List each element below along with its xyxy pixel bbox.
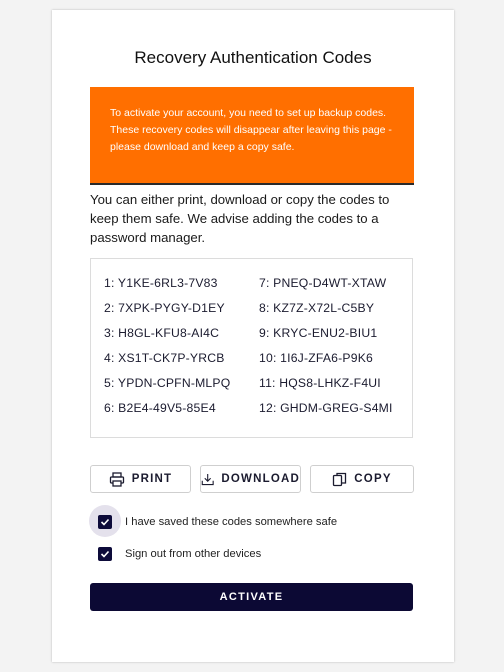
code-item: 11: HQS8-LHKZ-F4UI	[259, 376, 381, 390]
saved-codes-checkbox[interactable]	[98, 515, 112, 529]
signout-label: Sign out from other devices	[125, 548, 262, 560]
code-item: 5: YPDN-CPFN-MLPQ	[104, 376, 231, 390]
code-item: 12: GHDM-GREG-S4MI	[259, 401, 393, 415]
checkmark-icon	[100, 517, 110, 527]
saved-codes-label: I have saved these codes somewhere safe	[125, 516, 338, 528]
info-text: You can either print, download or copy the codes to keep them safe. We advise adding the codes to a password manager.	[90, 192, 390, 245]
copy-label: COPY	[354, 473, 392, 485]
signout-checkbox-row[interactable]	[98, 544, 261, 564]
signout-checkbox[interactable]	[98, 547, 112, 561]
download-icon	[201, 472, 214, 487]
code-item: 10: 1I6J-ZFA6-P9K6	[259, 351, 374, 365]
saved-codes-checkbox-row[interactable]	[98, 512, 337, 532]
copy-button[interactable]	[310, 465, 414, 493]
page-title: Recovery Authentication Codes	[134, 48, 372, 67]
alert-text: To activate your account, you need to set up backup codes. These recovery codes will disappear after leaving this page - please download and keep a copy safe.	[110, 107, 392, 153]
printer-icon	[109, 472, 125, 487]
recovery-codes-card	[52, 10, 454, 662]
download-button[interactable]	[200, 465, 301, 493]
code-item: 8: KZ7Z-X72L-C5BY	[259, 301, 375, 315]
code-item: 2: 7XPK-PYGY-D1EY	[104, 301, 225, 315]
print-label: PRINT	[131, 473, 173, 485]
download-label: DOWNLOAD	[221, 473, 300, 485]
activate-label: ACTIVATE	[219, 591, 284, 603]
code-item: 1: Y1KE-6RL3-7V83	[104, 276, 218, 290]
code-item: 9: KRYC-ENU2-BIU1	[259, 326, 378, 340]
warning-alert	[90, 87, 414, 185]
activate-button[interactable]	[90, 583, 413, 611]
codes-box	[90, 258, 413, 438]
checkmark-icon	[100, 549, 110, 559]
print-button[interactable]	[90, 465, 191, 493]
code-item: 4: XS1T-CK7P-YRCB	[104, 351, 225, 365]
code-item: 7: PNEQ-D4WT-XTAW	[259, 276, 387, 290]
code-item: 6: B2E4-49V5-85E4	[104, 401, 216, 415]
code-item: 3: H8GL-KFU8-AI4C	[104, 326, 220, 340]
copy-icon	[332, 472, 347, 487]
